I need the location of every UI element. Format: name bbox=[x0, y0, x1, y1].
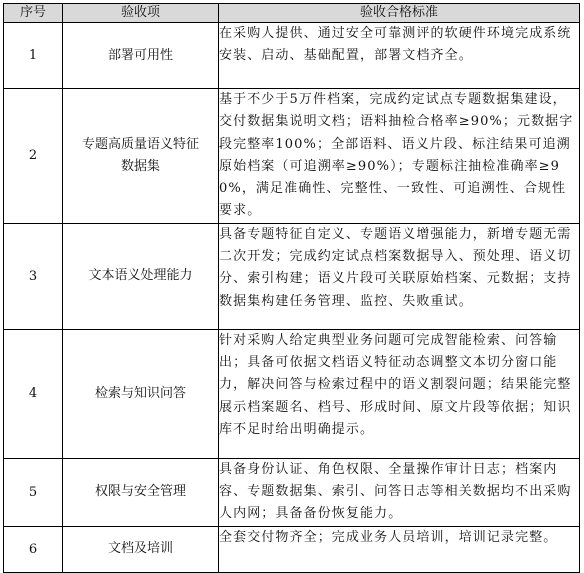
table-header bbox=[4, 4, 580, 23]
row-acceptance-item bbox=[63, 329, 219, 458]
row-acceptance-item-text: 文档及培训 bbox=[107, 541, 173, 557]
row-serial-number: 5 bbox=[4, 458, 63, 526]
row-acceptance-item bbox=[63, 526, 219, 572]
row-acceptance-standard: 具备专题特征自定义、专题语义增强能力，新增专题无需二次开发；完成约定试点档案数据导入、预处理、语义切分、索引构建；语义片段可关联原始档案、元数据；支持数据集构建任务管理、监控、失败重试。 bbox=[219, 223, 580, 329]
header-acceptance-standard: 验收合格标准 bbox=[219, 4, 580, 23]
header-serial-number: 序号 bbox=[4, 4, 63, 23]
row-acceptance-item bbox=[63, 89, 219, 224]
row-acceptance-item bbox=[63, 458, 219, 526]
row-serial-number: 1 bbox=[4, 23, 63, 89]
acceptance-criteria-table bbox=[3, 3, 580, 573]
row-acceptance-item-text: 检索与知识问答 bbox=[94, 385, 186, 401]
row-serial-number: 3 bbox=[4, 223, 63, 329]
row-serial-number: 6 bbox=[4, 526, 63, 572]
table-body bbox=[4, 23, 580, 573]
row-acceptance-item-text: 部署可用性 bbox=[107, 47, 173, 63]
row-acceptance-item-text: 文本语义处理能力 bbox=[88, 268, 193, 284]
row-acceptance-item-text: 专题高质量语义特征数据集 bbox=[81, 136, 199, 174]
table-row bbox=[4, 89, 580, 224]
table-row bbox=[4, 223, 580, 329]
row-serial-number: 4 bbox=[4, 329, 63, 458]
table-row bbox=[4, 23, 580, 89]
table-row bbox=[4, 458, 580, 526]
row-acceptance-standard: 基于不少于5万件档案，完成约定试点专题数据集建设，交付数据集说明文档；语料抽检合格率≥90%；元数据字段完整率100%；全部语料、语义片段、标注结果可追溯原始档案（可追溯率≥90%）；专题标注抽检准确率≥90%，满足准确性、完整性、一致性、可追溯性、合规性要求。 bbox=[219, 89, 580, 224]
row-acceptance-standard: 针对采购人给定典型业务问题可完成智能检索、问答输出；具备可依据文档语义特征动态调整文本切分窗口能力，解决问答与检索过程中的语义割裂问题；结果能完整展示档案题名、档号、形成时间、原文片段等依据；知识库不足时给出明确提示。 bbox=[219, 329, 580, 458]
row-serial-number: 2 bbox=[4, 89, 63, 224]
row-acceptance-standard: 全套交付物齐全；完成业务人员培训，培训记录完整。 bbox=[219, 526, 580, 572]
row-acceptance-standard: 在采购人提供、通过安全可靠测评的软硬件环境完成系统安装、启动、基础配置，部署文档齐全。 bbox=[219, 23, 580, 89]
header-row bbox=[4, 4, 580, 23]
table-row bbox=[4, 526, 580, 572]
row-acceptance-item bbox=[63, 23, 219, 89]
row-acceptance-item-text: 权限与安全管理 bbox=[94, 484, 186, 500]
row-acceptance-item bbox=[63, 223, 219, 329]
row-acceptance-standard: 具备身份认证、角色权限、全量操作审计日志；档案内容、专题数据集、索引、问答日志等相关数据均不出采购人内网；具备备份恢复能力。 bbox=[219, 458, 580, 526]
table-row bbox=[4, 329, 580, 458]
header-acceptance-item: 验收项 bbox=[63, 4, 219, 23]
